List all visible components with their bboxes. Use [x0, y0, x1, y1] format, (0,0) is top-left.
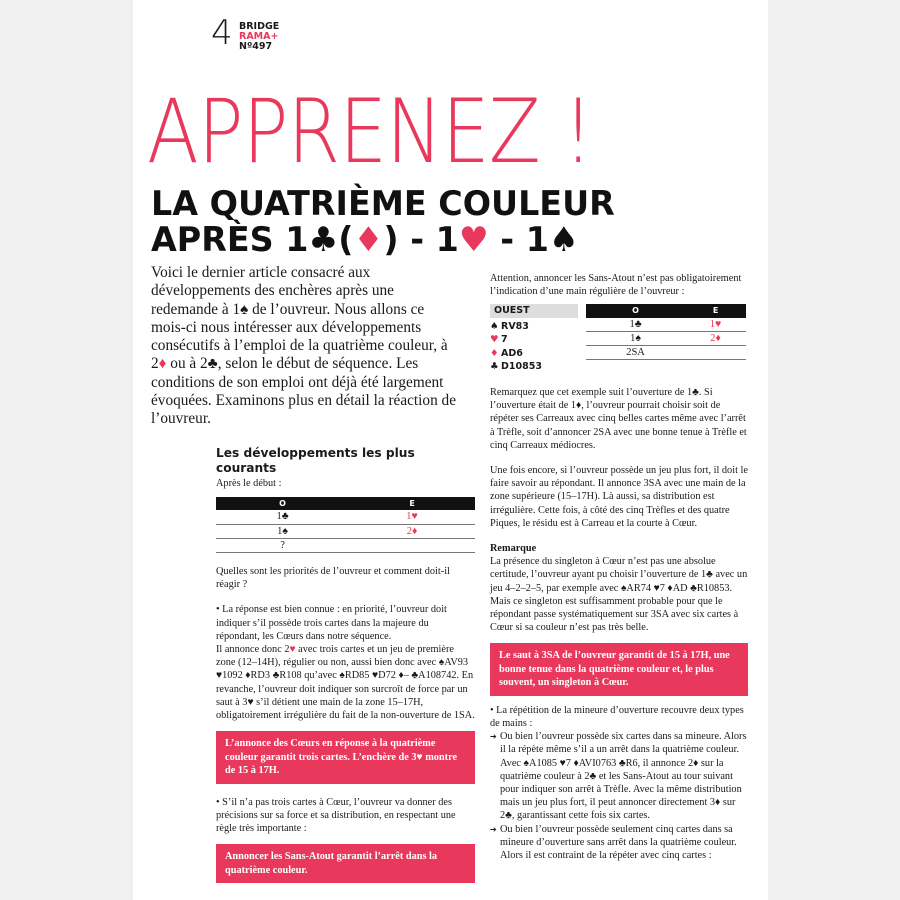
issue-number: Nº497	[239, 41, 273, 52]
bid-row: ?	[216, 538, 475, 552]
remarque-block	[490, 542, 748, 634]
callout-hearts: L’annonce des Cœurs en réponse à la quatrième couleur garantit trois cartes. L’enchère de 3♥ montre de 15 à 17H.	[216, 731, 475, 784]
example-deal	[490, 304, 748, 374]
magazine-page	[133, 0, 768, 900]
bidding-table: O E 1♣ 1♥ 1♠ 2♦ ?	[216, 497, 475, 553]
hand-spades: ♠ RV83	[490, 320, 529, 332]
title-line1: LA QUATRIÈME COULEUR	[151, 184, 615, 224]
bid-row: 2SA	[586, 346, 746, 360]
title-line2: APRÈS 1♣(♦) - 1♥ - 1♠	[151, 220, 579, 260]
attention-paragraph: Attention, annoncer les Sans-Atout n’est pas obligatoirement l’indication d’une main régulière de l’ouvreur :	[490, 273, 742, 298]
intro-paragraph: Voici le dernier article consacré aux développements des enchères après une redemande à 1♠ de l’ouvreur. Nous allons ce mois-ci nous intéresser aux développements consécutifs à l’emploi de la quatrième couleur, à 2♦ ou à 2♣, selon le début de séquence. Les conditions de son emploi ont déjà été largement évoquées. Examinons plus en détail la réaction de l’ouvreur.	[151, 264, 456, 428]
remark-opening: Remarquez que cet exemple suit l’ouverture de 1♣. Si l’ouverture était de 1♦, l’ouvreur pourrait choisir soit de répéter ses Carreaux avec cinq belles cartes même avec l’arrêt à Trèfle, soit d’annoncer 2SA avec une bonne tenue à Trèfle et cinq Carreaux médiocres.	[490, 386, 747, 451]
hand-label: OUEST	[490, 304, 578, 318]
callout-notrump: Annoncer les Sans-Atout garantit l’arrêt dans la quatrième couleur.	[216, 844, 475, 883]
remarque-text: La présence du singleton à Cœur n’est pas une absolue certitude, l’ouvreur ayant pu choisir l’ouverture de 1♣ avec un jeu 4–2–2–5, par exemple avec ♠AR74 ♥7 ♦AD ♣R10853. Mais ce singleton est suffisamment probable pour que le répondant passe systématiquement sur 3SA avec six cartes à Cœur si sa couleur n’est pas très belle.	[490, 556, 748, 634]
hand-diamonds: ♦ AD6	[490, 347, 523, 359]
after-start-label: Après le début :	[216, 478, 282, 489]
article-title	[151, 186, 615, 258]
hand-hearts: ♥ 7	[490, 334, 508, 346]
bid-row: 1♣ 1♥	[586, 318, 746, 332]
heart-icon: ♥	[458, 220, 489, 260]
diamond-icon: ♦	[353, 220, 384, 260]
brand-rama: RAMA+	[239, 31, 279, 42]
paragraph-no-hearts: • S’il n’a pas trois cartes à Cœur, l’ouvreur va donner des précisions sur sa force et sa distribution, en respectant une règle très importante :	[216, 796, 456, 835]
callout-3sa: Le saut à 3SA de l’ouvreur garantit de 15 à 17H, une bonne tenue dans la quatrième couleur et, le plus souvent, un singleton à Cœur.	[490, 643, 748, 696]
bid-row: 1♣ 1♥	[216, 510, 475, 524]
right-column	[490, 272, 748, 862]
west-hand	[490, 304, 578, 374]
question-text: Quelles sont les priorités de l’ouvreur et comment doit-il réagir ?	[216, 566, 450, 591]
brand-bridge: BRIDGE	[239, 21, 280, 32]
section-heading: Les développements les plus courants	[216, 446, 415, 475]
bidding-table-2: O E 1♣ 1♥ 1♠ 2♦ 2SA	[586, 304, 746, 360]
arrow-item-six-cards: ➔ Ou bien l’ouvreur possède six cartes dans sa mineure. Alors il la répète même s’il a un arrêt dans la quatrième couleur. Avec ♠A1085 ♥7 ♦AVI0763 ♣R6, il annonce 2♦ sur la quatrième couleur à 2♣ et les Sans-Atout au tour suivant pour indiquer son arrêt à Trèfle. Avec la même distribution mais un jeu plus fort, il peut annoncer directement 3♦ sur 2♣, garantissant cette fois six cartes.	[490, 730, 748, 822]
hero-title: APPRENEZ !	[147, 80, 593, 183]
arrow-item-five-cards: ➔ Ou bien l’ouvreur possède seulement cinq cartes dans sa mineure d’ouverture sans arrêt dans la quatrième couleur. Alors il est contraint de la répéter avec cinq cartes :	[490, 823, 748, 863]
section-common-developments	[216, 446, 475, 883]
minor-repeat-paragraph: • La répétition de la mineure d’ouverture recouvre deux types de mains :	[490, 704, 744, 730]
bid-row: 1♠ 2♦	[216, 524, 475, 538]
answer-paragraph: • La réponse est bien connue : en priorité, l’ouvreur doit indiquer s’il possède trois cartes dans la majeure du répondant, les Cœurs dans notre séquence. Il annonce donc 2♥ avec trois cartes et un jeu de première zone (12–14H), régulier ou non, aussi bien donc avec ♠AV93 ♥1092 ♦RD3 ♣R108 qu’avec ♠RD85 ♥D72 ♦– ♣A108742. En revanche, l’ouvreur doit indiquer son surcroît de force par un saut à 3♥ s’il détient une main de la zone 15–17H, obligatoirement irrégulière du fait de la non-ouverture de 1SA.	[216, 604, 475, 722]
brand-logo	[239, 22, 279, 52]
page-number: 4	[211, 13, 233, 53]
stronger-hand-paragraph: Une fois encore, si l’ouvreur possède un jeu plus fort, il doit le faire savoir au répondant. Il annonce 3SA avec une main de la zone supérieure (15–17H). Là aussi, sa distribution est irrégulière. Cette fois, à côté des cinq Trèfles et des quatre Piques, le résidu est à Carreau et la courte à Cœur.	[490, 464, 748, 529]
bid-row: 1♠ 2♦	[586, 331, 746, 345]
remarque-label: Remarque	[490, 542, 537, 554]
hand-clubs: ♣ D10853	[490, 361, 542, 373]
